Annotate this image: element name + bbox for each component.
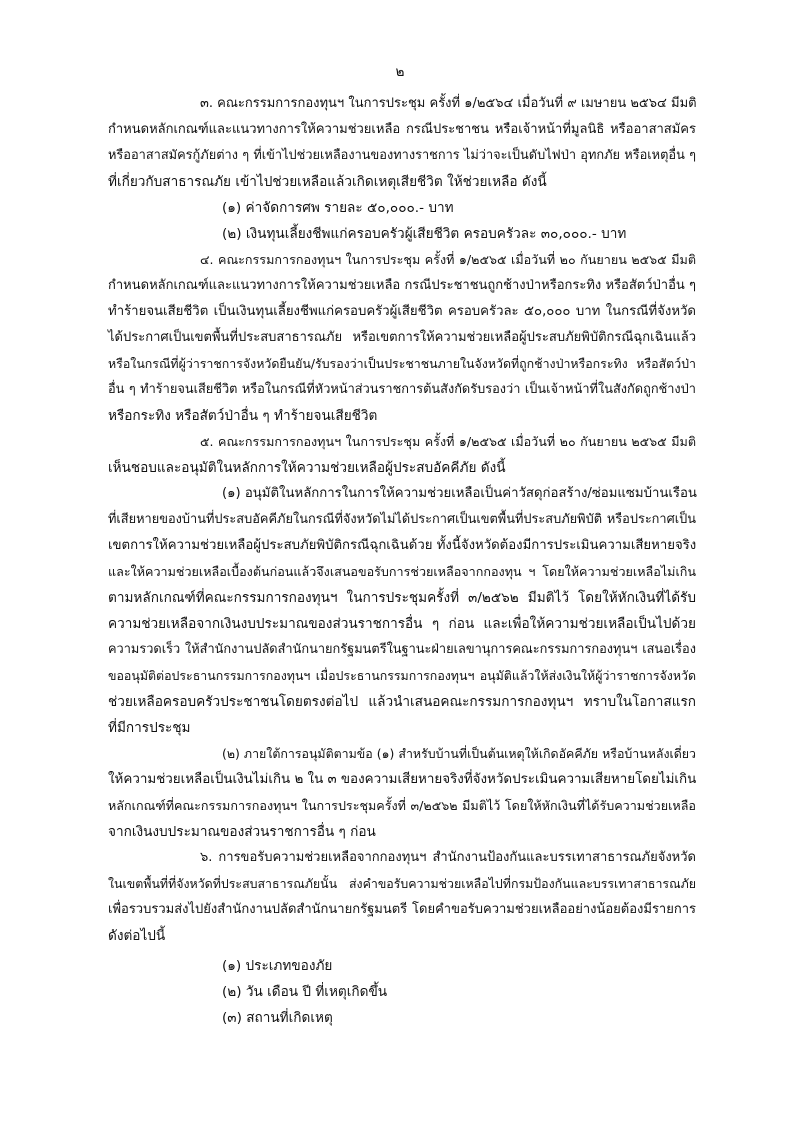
- paragraph-line: และให้ความช่วยเหลือเบื้องต้นก่อนแล้วจึงเสนอขอรับการช่วยเหลือจากกองทุน ฯ โดยให้ความช่วยเหลือไม่เกิน: [108, 564, 696, 579]
- paragraph-line: ที่เสียหายของบ้านที่ประสบอัคคีภัยในกรณีที่จังหวัดไม่ได้ประกาศเป็นเขตพื้นที่ประสบภัยพิบัติ หรือประกาศเป็น: [108, 512, 696, 527]
- paragraph-line: หลักเกณฑ์ที่คณะกรรมการกองทุนฯ ในการประชุมครั้งที่ ๓/๒๕๖๒ มีมติไว้ โดยให้หักเงินที่ได้รับความช่วยเหลือ: [108, 798, 696, 813]
- paragraph-line: เพื่อรวบรวมส่งไปยังสำนักงานปลัดสำนักนายกรัฐมนตรี โดยคำขอรับความช่วยเหลืออย่างน้อยต้องมีรายการ: [108, 902, 696, 917]
- paragraph-line: ความช่วยเหลือจากเงินงบประมาณของส่วนราชการอื่น ๆ ก่อน และเพื่อให้ความช่วยเหลือเป็นไปด้วย: [108, 616, 696, 632]
- paragraph-line: หรือในกรณีที่ผู้ว่าราชการจังหวัดยืนยัน/รับรองว่าเป็นประชาชนภายในจังหวัดที่ถูกช้างป่าหรือกระทิง หรือสัตว์ป่า: [108, 356, 696, 371]
- list-item: (๑) ประเภทของภัย: [222, 958, 333, 974]
- page-number: ๒: [395, 64, 405, 80]
- paragraph-line: หรืออาสาสมัครกู้ภัยต่าง ๆ ที่เข้าไปช่วยเหลืองานของทางราชการ ไม่ว่าจะเป็นดับไฟป่า อุทกภัย หรือเหตุอื่น ๆ: [108, 148, 696, 163]
- paragraph-line: เขตการให้ความช่วยเหลือผู้ประสบภัยพิบัติกรณีฉุกเฉินด้วย ทั้งนี้จังหวัดต้องมีการประเมินความเสียหายจริง: [108, 538, 697, 553]
- paragraph-line: จากเงินงบประมาณของส่วนราชการอื่น ๆ ก่อน: [108, 824, 376, 840]
- paragraph-line: ที่เกี่ยวกับสาธารณภัย เข้าไปช่วยเหลือแล้วเกิดเหตุเสียชีวิต ให้ช่วยเหลือ ดังนี้: [108, 174, 547, 190]
- section-5-heading: ๕. คณะกรรมการกองทุนฯ ในการประชุม ครั้งที่ ๑/๒๕๖๕ เมื่อวันที่ ๒๐ กันยายน ๒๕๖๕ มีมติ: [200, 434, 696, 449]
- paragraph-line: อื่น ๆ ทำร้ายจนเสียชีวิต หรือในกรณีที่หัวหน้าส่วนราชการต้นสังกัดรับรองว่า เป็นเจ้าหน้าที่ในสังกัดถูกช้างป่า: [108, 382, 696, 397]
- paragraph-line: เห็นชอบและอนุมัติในหลักการให้ความช่วยเหลือผู้ประสบอัคคีภัย ดังนี้: [108, 460, 506, 476]
- list-item: (๒) เงินทุนเลี้ยงชีพแก่ครอบครัวผู้เสียชีวิต ครอบครัวละ ๓๐,๐๐๐.- บาท: [222, 226, 627, 242]
- paragraph-line: กำหนดหลักเกณฑ์และแนวทางการให้ความช่วยเหลือ กรณีประชาชนถูกช้างป่าหรือกระทิง หรือสัตว์ป่าอื่น ๆ: [108, 278, 696, 293]
- paragraph-line: ในเขตพื้นที่ที่จังหวัดที่ประสบสาธารณภัยนั้น ส่งคำขอรับความช่วยเหลือไปที่กรมป้องกันและบรรเทาสาธารณภัย: [108, 876, 696, 891]
- list-item: (๓) สถานที่เกิดเหตุ: [222, 1010, 333, 1026]
- paragraph-line: ดังต่อไปนี้: [108, 928, 166, 944]
- section-6-heading: ๖. การขอรับความช่วยเหลือจากกองทุนฯ สำนักงานป้องกันและบรรเทาสาธารณภัยจังหวัด: [200, 850, 696, 865]
- paragraph-line: ตามหลักเกณฑ์ที่คณะกรรมการกองทุนฯ ในการประชุมครั้งที่ ๓/๒๕๖๒ มีมติไว้ โดยให้หักเงินที่ได้รับ: [108, 590, 696, 606]
- paragraph-line: ทำร้ายจนเสียชีวิต เป็นเงินทุนเลี้ยงชีพแก่ครอบครัวผู้เสียชีวิต ครอบครัวละ ๕๐,๐๐๐ บาท ในกรณีที่จังหวัด: [108, 304, 696, 319]
- list-item: (๒) วัน เดือน ปี ที่เหตุเกิดขึ้น: [222, 984, 388, 1000]
- list-item: (๑) ค่าจัดการศพ รายละ ๕๐,๐๐๐.- บาท: [222, 200, 454, 216]
- paragraph-line: หรือกระทิง หรือสัตว์ป่าอื่น ๆ ทำร้ายจนเสียชีวิต: [108, 408, 378, 424]
- paragraph-line: กำหนดหลักเกณฑ์และแนวทางการให้ความช่วยเหลือ กรณีประชาชน หรือเจ้าหน้าที่มูลนิธิ หรืออาสาสมัคร: [108, 122, 696, 137]
- paragraph-line: ได้ประกาศเป็นเขตพื้นที่ประสบสาธารณภัย หรือเขตการให้ความช่วยเหลือผู้ประสบภัยพิบัติกรณีฉุกเฉินแล้ว: [108, 330, 696, 345]
- section-4-heading: ๔. คณะกรรมการกองทุนฯ ในการประชุม ครั้งที่ ๑/๒๕๖๕ เมื่อวันที่ ๒๐ กันยายน ๒๕๖๕ มีมติ: [200, 252, 696, 267]
- paragraph-line: ขออนุมัติต่อประธานกรรมการกองทุนฯ เมื่อประธานกรรมการกองทุนฯ อนุมัติแล้วให้ส่งเงินให้ผู้ว่าราชการจังหวัด: [108, 668, 696, 683]
- paragraph-line: ให้ความช่วยเหลือเป็นเงินไม่เกิน ๒ ใน ๓ ของความเสียหายจริงที่จังหวัดประเมินความเสียหายโดยไม่เกิน: [108, 772, 697, 787]
- paragraph-line: ความรวดเร็ว ให้สำนักงานปลัดสำนักนายกรัฐมนตรีในฐานะฝ่ายเลขานุการคณะกรรมการกองทุนฯ เสนอเรื่อง: [108, 642, 696, 657]
- paragraph-line: ที่มีการประชุม: [108, 720, 191, 736]
- paragraph-line: ช่วยเหลือครอบครัวประชาชนโดยตรงต่อไป แล้วนำเสนอคณะกรรมการกองทุนฯ ทราบในโอกาสแรก: [108, 694, 696, 710]
- section-3-heading: ๓. คณะกรรมการกองทุนฯ ในการประชุม ครั้งที่ ๑/๒๕๖๔ เมื่อวันที่ ๙ เมษายน ๒๕๖๔ มีมติ: [200, 96, 697, 111]
- list-item: (๑) อนุมัติในหลักการในการให้ความช่วยเหลือเป็นค่าวัสดุก่อสร้าง/ซ่อมแซมบ้านเรือน: [222, 486, 697, 501]
- list-item: (๒) ภายใต้การอนุมัติตามข้อ (๑) สำหรับบ้านที่เป็นต้นเหตุให้เกิดอัคคีภัย หรือบ้านหลังเดี่ยว: [222, 746, 696, 761]
